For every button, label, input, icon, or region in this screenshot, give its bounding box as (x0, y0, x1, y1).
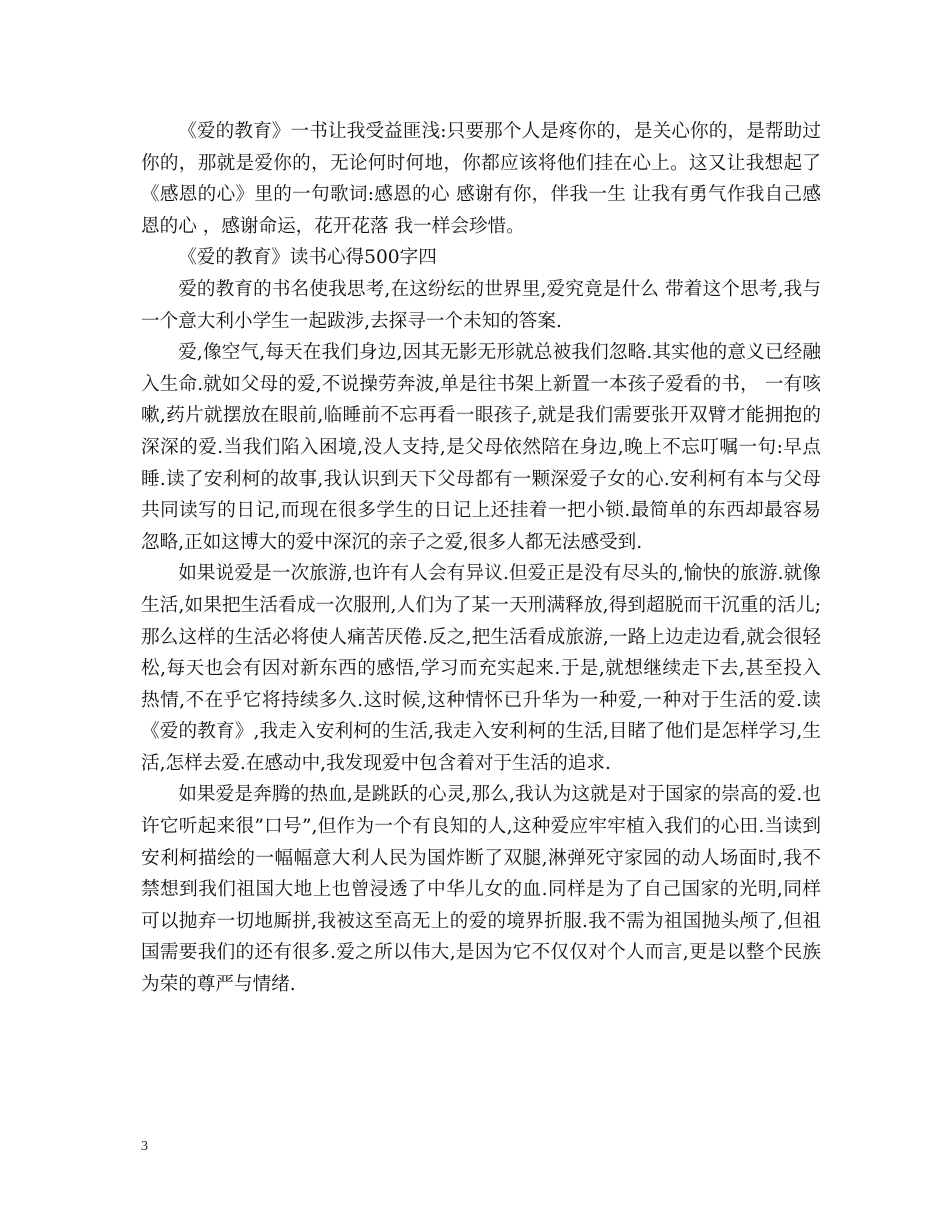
paragraph-4: 如果说爱是一次旅游,也许有人会有异议.但爱正是没有尽头的,愉快的旅游.就像生活,如果把生活看成一次服刑,人们为了某一天刑满释放,得到超脱而干沉重的活儿;那么这样的生活必将使人痛苦厌倦.反之,把生活看成旅游,一路上边走边看,就会很轻松,每天也会有因对新东西的感悟,学习而充实起来.于是,就想继续走下去,甚至投入热情,不在乎它将持续多久.这时候,这种情怀已升华为一种爱,一种对于生活的爱.读《爱的教育》,我走入安利柯的生活,我走入安利柯的生活,目睹了他们是怎样学习,生活,怎样去爱.在感动中,我发现爱中包含着对于生活的追求. (141, 563, 821, 774)
body-text (141, 116, 821, 1001)
paragraph-2: 爱的教育的书名使我思考,在这纷纭的世界里,爱究竟是什么 带着这个思考,我与一个意大利小学生一起跋涉,去探寻一个未知的答案. (141, 278, 821, 332)
page-number: 3 (141, 1139, 148, 1154)
section-heading: 《爱的教育》读书心得500字四 (178, 247, 437, 269)
paragraph-5: 如果爱是奔腾的热血,是跳跃的心灵,那么,我认为这就是对于国家的崇高的爱.也许它听起来很”口号”,但作为一个有良知的人,这种爱应牢牢植入我们的心田.当读到安利柯描绘的一幅幅意大利人民为国炸断了双腿,淋弹死守家园的动人场面时,我不禁想到我们祖国大地上也曾浸透了中华儿女的血.同样是为了自己国家的光明,同样可以抛弃一切地厮拼,我被这至高无上的爱的境界折服.我不需为祖国抛头颅了,但祖国需要我们的还有很多.爱之所以伟大,是因为它不仅仅对个人而言,更是以整个民族为荣的尊严与情绪. (141, 784, 821, 996)
paragraph-1: 《爱的教育》一书让我受益匪浅:只要那个人是疼你的，是关心你的，是帮助过你的，那就是爱你的，无论何时何地，你都应该将他们挂在心上。这又让我想起了《感恩的心》里的一句歌词:感恩的心 感谢有你，伴我一生 让我有勇气作我自己感恩的心 ，感谢命运，花开花落 我一样会珍惜。 (141, 121, 821, 237)
paragraph-3: 爱,像空气,每天在我们身边,因其无影无形就总被我们忽略.其实他的意义已经融入生命.就如父母的爱,不说操劳奔波,单是往书架上新置一本孩子爱看的书， 一有咳嗽,药片就摆放在眼前,临睡前不忘再看一眼孩子,就是我们需要张开双臂才能拥抱的深深的爱.当我们陷入困境,没人支持,是父母依然陪在身边,晚上不忘叮嘱一句:早点睡.读了安利柯的故事,我认识到天下父母都有一颗深爱子女的心.安利柯有本与父母共同读写的日记,而现在很多学生的日记上还挂着一把小锁.最简单的东西却最容易忽略,正如这博大的爱中深沉的亲子之爱,很多人都无法感受到. (141, 342, 821, 553)
